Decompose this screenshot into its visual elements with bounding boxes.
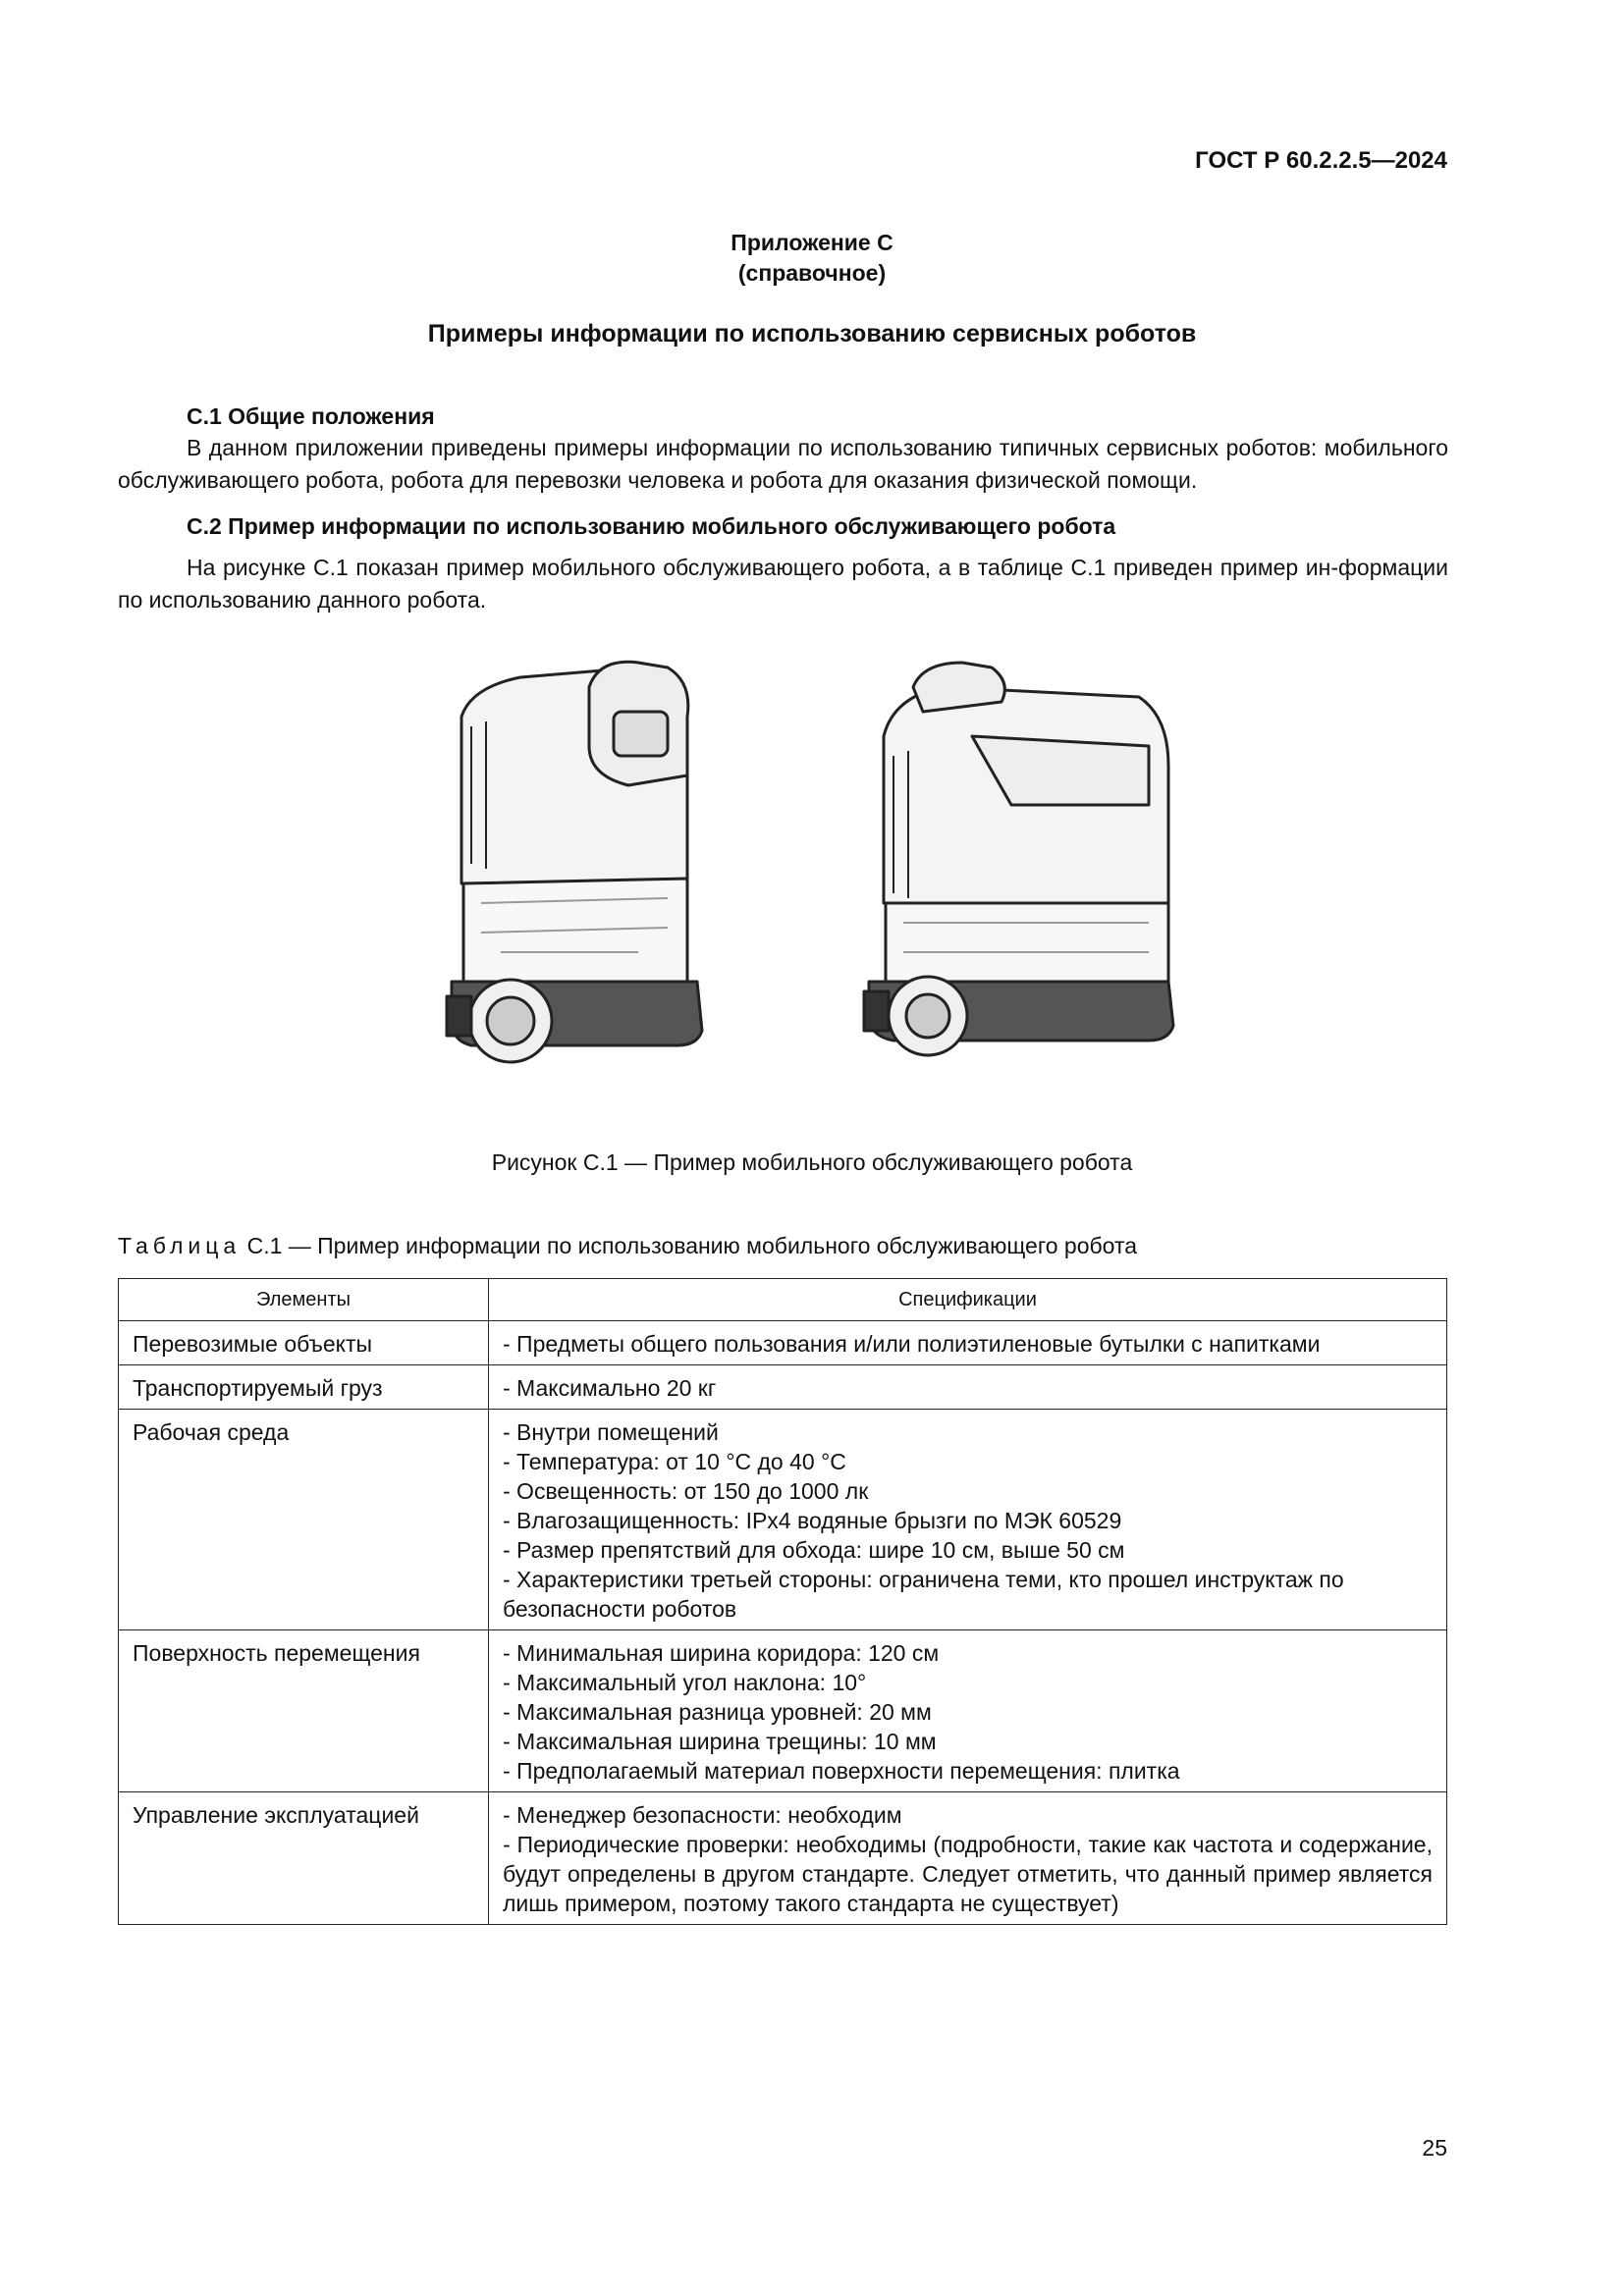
spec-table [118,1278,1447,1925]
spec-item: - Предметы общего пользования и/или полиэтиленовые бутылки с напитками [503,1331,1321,1357]
spec-item: - Температура: от 10 °С до 40 °С [503,1449,846,1474]
column-header: Спецификации [489,1279,1447,1321]
spec-item: - Максимальный угол наклона: 10° [503,1670,867,1695]
spec-item: - Внутри помещений [503,1419,719,1445]
column-header: Элементы [119,1279,489,1321]
annex-label: Приложение С [731,230,893,255]
section-c1-title: С.1 Общие положения [187,403,435,429]
robot-illustration [442,658,1188,1099]
element-cell: Поверхность перемещения [119,1630,489,1792]
table-caption-text: С.1 — Пример информации по использованию мобильного обслуживающего робота [246,1233,1138,1258]
table-row [119,1321,1447,1365]
table-header-row [119,1279,1447,1321]
spec-item: - Размер препятствий для обхода: шире 10 см, выше 50 см [503,1537,1125,1563]
page-number: 25 [1422,2135,1447,2161]
spec-item: - Менеджер безопасности: необходим [503,1802,902,1828]
section-c2-title: С.2 Пример информации по использованию мобильного обслуживающего робота [187,513,1116,539]
table-row [119,1630,1447,1792]
table-caption-label: Таблица [118,1233,242,1258]
spec-item: - Максимальная ширина трещины: 10 мм [503,1729,937,1754]
spec-item: - Влагозащищенность: IPx4 водяные брызги по МЭК 60529 [503,1508,1122,1533]
element-cell: Рабочая среда [119,1410,489,1630]
document-header: ГОСТ Р 60.2.2.5—2024 [1195,147,1447,174]
spec-cell [489,1365,1447,1410]
element-cell: Управление эксплуатацией [119,1792,489,1925]
spec-item: - Освещенность: от 150 до 1000 лк [503,1478,869,1504]
robot-left [447,662,702,1062]
spec-item: - Характеристики третьей стороны: ограничена теми, кто прошел инструктаж по безопасности роботов [503,1567,1344,1622]
element-cell: Перевозимые объекты [119,1321,489,1365]
section-c1-text: В данном приложении приведены примеры информации по использованию типичных сервисных роботов: мобильного обслуживающего робота, робота для перевозки человека и робота для оказания физической помощи. [118,435,1448,493]
spec-cell [489,1792,1447,1925]
element-cell: Транспортируемый груз [119,1365,489,1410]
table-row [119,1792,1447,1925]
spec-item: - Периодические проверки: необходимы (подробности, такие как частота и содержание, будут определены в другом стандарте. Следует отметить, что данный пример является лишь примером, поэтому такого стандарта не существует) [503,1832,1433,1916]
spec-item: - Минимальная ширина коридора: 120 см [503,1640,940,1666]
spec-item: - Предполагаемый материал поверхности перемещения: плитка [503,1758,1180,1784]
table-row [119,1410,1447,1630]
spec-item: - Максимальная разница уровней: 20 мм [503,1699,932,1725]
table-row [119,1365,1447,1410]
section-c2-text: На рисунке С.1 показан пример мобильного обслуживающего робота, а в таблице С.1 приведен пример ин-формации по использованию данного робота. [118,555,1448,613]
annex-title [0,228,1624,289]
annex-kind: (справочное) [737,260,887,286]
figure-caption: Рисунок С.1 — Пример мобильного обслуживающего робота [491,1149,1133,1175]
table-caption [118,1233,1137,1259]
spec-item: - Максимально 20 кг [503,1375,717,1401]
robot-right [864,663,1173,1055]
spec-cell [489,1321,1447,1365]
annex-heading: Примеры информации по использованию сервисных роботов [427,320,1197,347]
spec-cell [489,1410,1447,1630]
spec-cell [489,1630,1447,1792]
